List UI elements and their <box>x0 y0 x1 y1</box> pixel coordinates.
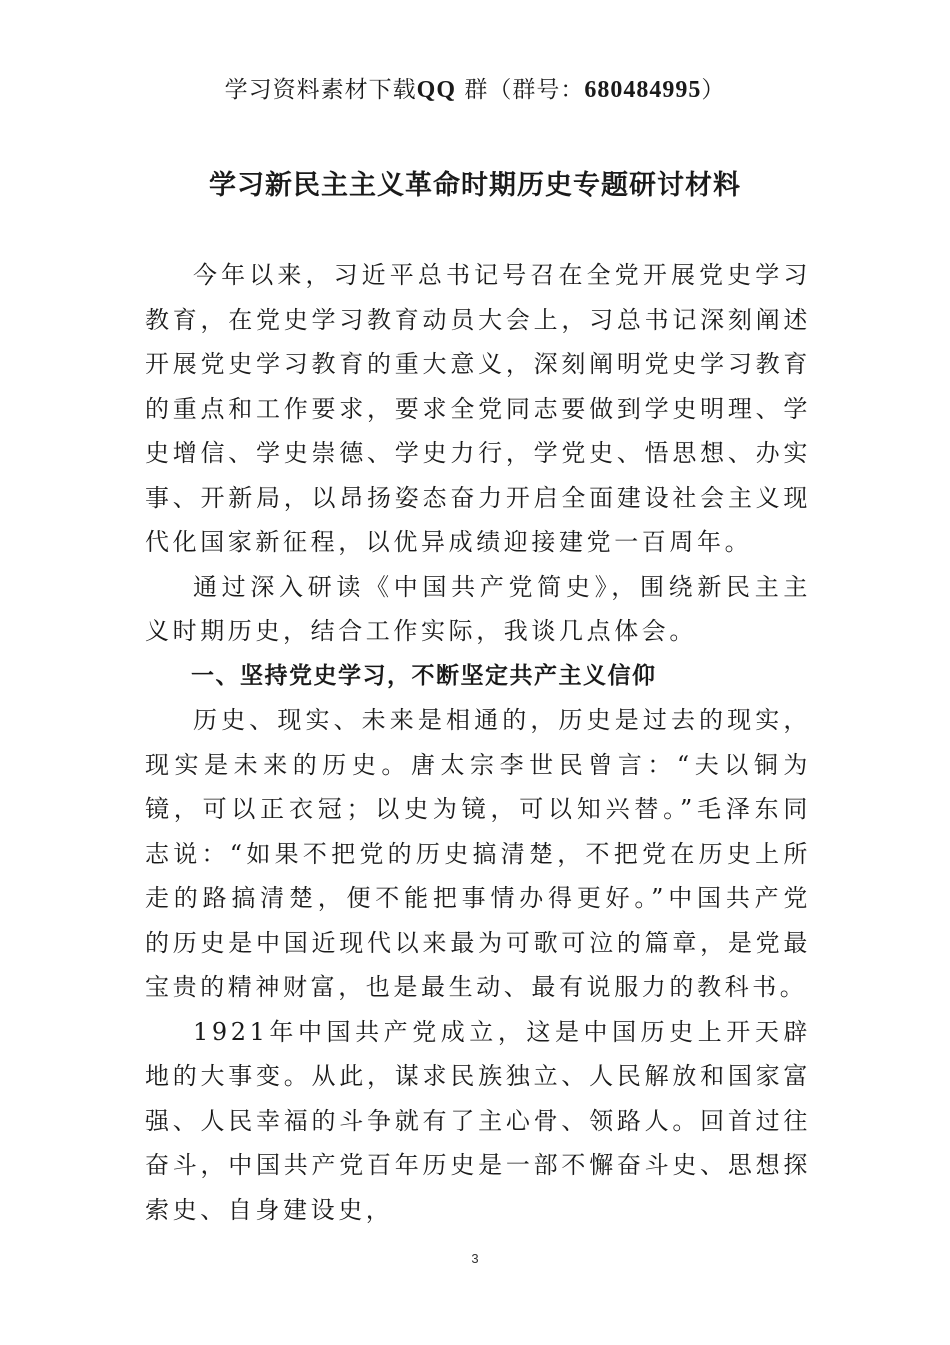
paragraph-history: 历史、现实、未来是相通的，历史是过去的现实，现实是未来的历史。唐太宗李世民曾言：“夫以铜为镜，可以正衣冠；以史为镜，可以知兴替。”毛泽东同志说：“如果不把党的历史搞清楚，不把党在历史上所走的路搞清楚，便不能把事情办得更好。”中国共产党的历史是中国近现代以来最为可歌可泣的篇章，是党最宝贵的精神财富，也是最生动、最有说服力的教科书。 <box>145 706 811 1001</box>
paragraph-1921: 1921年中国共产党成立，这是中国历史上开天辟地的大事变。从此，谋求民族独立、人民解放和国家富强、人民幸福的斗争就有了主心骨、领路人。回首过往奋斗，中国共产党百年历史是一部不懈奋斗史、思想探索史、自身建设史， <box>145 1017 811 1224</box>
header-group-number: 680484995 <box>584 77 702 103</box>
page-number: 3 <box>471 1251 479 1266</box>
page-header <box>0 72 950 108</box>
header-prefix: 学习资料素材下载 <box>224 77 417 103</box>
document-title: 学习新民主主义革命时期历史专题研讨材料 <box>209 170 741 201</box>
paragraph-intro: 今年以来，习近平总书记号召在全党开展党史学习教育，在党史学习教育动员大会上，习总书记深刻阐述开展党史学习教育的重大意义，深刻阐明党史学习教育的重点和工作要求，要求全党同志要做到学史明理、学史增信、学史崇德、学史力行，学党史、悟思想、办实事、开新局，以昂扬姿态奋力开启全面建设社会主义现代化国家新征程，以优异成绩迎接建党一百周年。 <box>145 261 811 556</box>
paragraph-study: 通过深入研读《中国共产党简史》，围绕新民主主义时期历史，结合工作实际，我谈几点体会。 <box>145 572 811 645</box>
header-qq: QQ <box>416 77 457 103</box>
header-suffix: ） <box>701 77 726 103</box>
header-group-label: 群（群号： <box>456 77 585 103</box>
section-heading: 一、坚持党史学习，不断坚定共产主义信仰 <box>191 662 657 689</box>
document-body <box>145 253 811 1232</box>
